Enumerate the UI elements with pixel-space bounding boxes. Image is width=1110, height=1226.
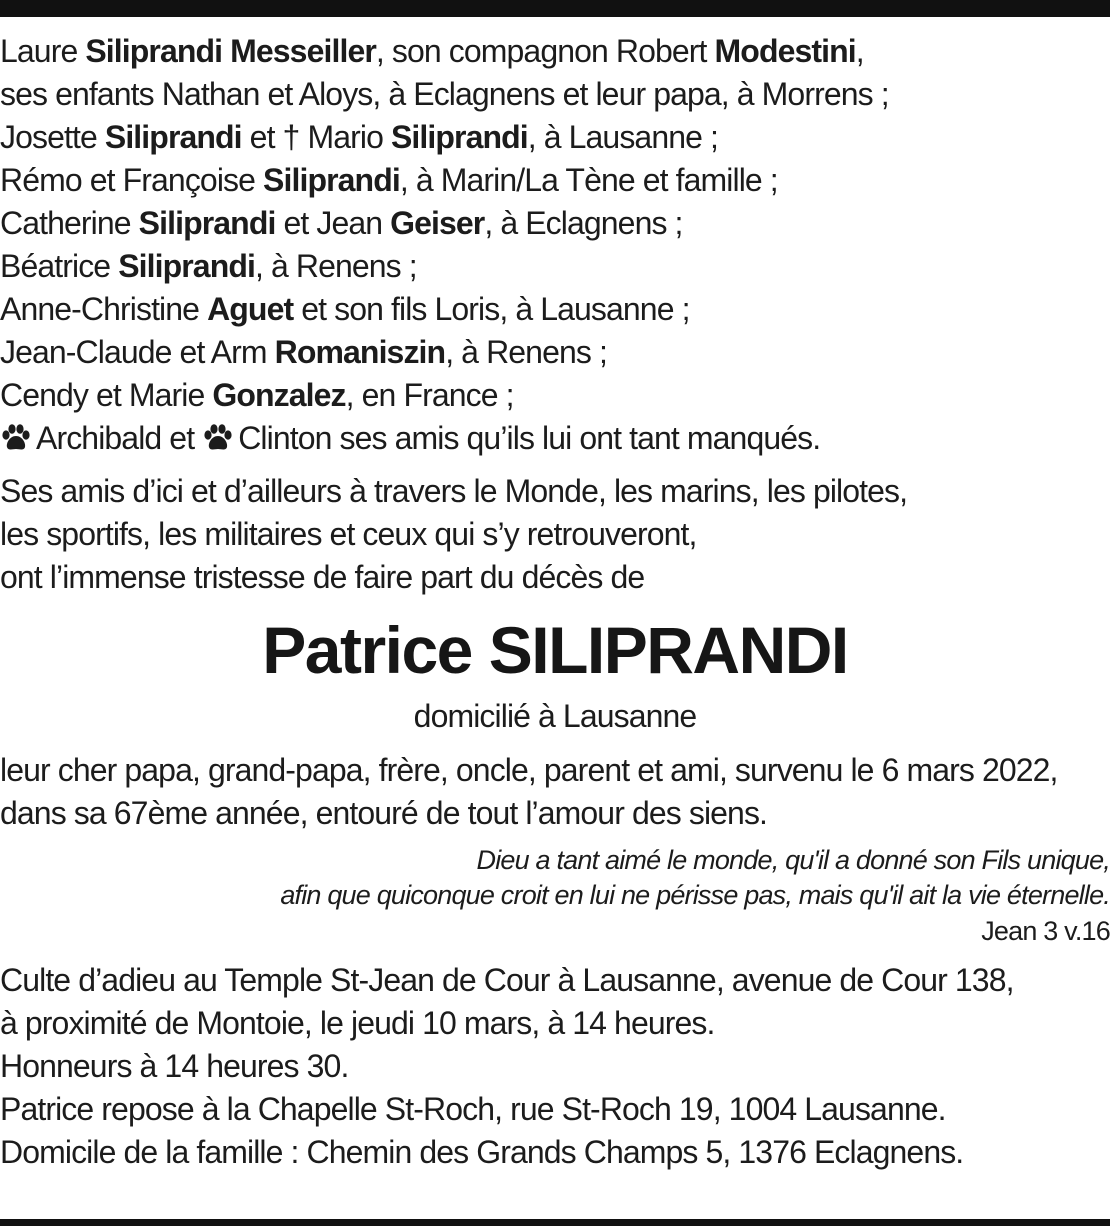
surname: Siliprandi	[263, 162, 400, 198]
pet-name-2: Clinton	[238, 420, 332, 456]
pet-connector: et	[161, 420, 203, 456]
friends-paragraph	[0, 470, 1110, 599]
arrangement-line: Honneurs à 14 heures 30.	[0, 1048, 349, 1084]
tribute-line: leur cher papa, grand-papa, frère, oncle, parent et ami, survenu le 6 mars 2022,	[0, 752, 1058, 788]
family-text: , à Marin/La Tène et famille ;	[399, 162, 778, 198]
family-text: et son fils Loris, à Lausanne ;	[293, 291, 690, 327]
friends-line: les sportifs, les militaires et ceux qui s’y retrouveront,	[0, 516, 697, 552]
family-text: Catherine	[0, 205, 139, 241]
family-text: Béatrice	[0, 248, 119, 284]
surname: Siliprandi	[138, 205, 276, 241]
family-line	[0, 202, 1110, 245]
family-text: Jean-Claude et Arm	[0, 334, 275, 370]
family-text: , à Renens ;	[255, 248, 417, 284]
deceased-residence: domicilié à Lausanne	[413, 698, 697, 734]
tribute-paragraph	[0, 749, 1110, 835]
surname: Siliprandi Messeiller	[85, 33, 376, 69]
tribute-line: dans sa 67ème année, entouré de tout l’amour des siens.	[0, 795, 768, 831]
family-line	[0, 116, 1110, 159]
arrangement-line: Culte d’adieu au Temple St-Jean de Cour à Lausanne, avenue de Cour 138,	[0, 962, 1014, 998]
family-text: Rémo et Françoise	[0, 162, 264, 198]
family-text: , à Lausanne ;	[527, 119, 718, 155]
family-text: Laure	[0, 33, 86, 69]
family-text: ,	[855, 33, 864, 69]
deceased-name: Patrice SILIPRANDI	[262, 613, 848, 687]
verse-line: afin que quiconque croit en lui ne périsse pas, mais qu'il ait la vie éternelle.	[280, 880, 1110, 910]
surname: Modestini	[714, 33, 856, 69]
verse-line: Dieu a tant aimé le monde, qu'il a donné son Fils unique,	[476, 845, 1110, 875]
family-text: ses enfants Nathan et Aloys, à Eclagnens et leur papa, à Morrens ;	[0, 76, 889, 112]
verse-reference: Jean 3 v.16	[981, 916, 1110, 946]
obituary-notice	[0, 30, 1110, 1174]
family-text: Anne-Christine	[0, 291, 208, 327]
bible-verse	[0, 843, 1110, 949]
family-text: , à Eclagnens ;	[484, 205, 683, 241]
paw-print-icon	[0, 423, 32, 453]
surname: Siliprandi	[390, 119, 528, 155]
family-text: et Jean	[275, 205, 391, 241]
family-text: et † Mario	[241, 119, 391, 155]
family-text: Cendy et Marie	[0, 377, 213, 413]
pets-text: ses amis qu’ils lui ont tant manqués.	[331, 420, 821, 456]
paw-print-icon	[202, 423, 234, 453]
bottom-border-rule	[0, 1219, 1110, 1226]
surname: Geiser	[390, 205, 485, 241]
family-line	[0, 331, 1110, 374]
arrangement-line: Patrice repose à la Chapelle St-Roch, rue St-Roch 19, 1004 Lausanne.	[0, 1091, 946, 1127]
friends-line: Ses amis d’ici et d’ailleurs à travers le Monde, les marins, les pilotes,	[0, 473, 908, 509]
family-line	[0, 159, 1110, 202]
friends-line: ont l’immense tristesse de faire part du décès de	[0, 559, 645, 595]
family-line	[0, 30, 1110, 73]
surname: Siliprandi	[118, 248, 255, 284]
top-border-rule	[0, 0, 1110, 17]
surname: Siliprandi	[104, 119, 242, 155]
family-text: , à Renens ;	[445, 334, 607, 370]
family-text: Josette	[0, 119, 105, 155]
family-list	[0, 30, 1110, 460]
family-line	[0, 374, 1110, 417]
family-line	[0, 73, 1110, 116]
pets-line	[0, 417, 1110, 460]
family-text: , en France ;	[345, 377, 514, 413]
pet-name-1: Archibald	[36, 420, 162, 456]
surname: Aguet	[207, 291, 294, 327]
family-text: , son compagnon Robert	[375, 33, 715, 69]
arrangement-line: à proximité de Montoie, le jeudi 10 mars, à 14 heures.	[0, 1005, 715, 1041]
surname: Romaniszin	[274, 334, 446, 370]
surname: Gonzalez	[212, 377, 346, 413]
family-line	[0, 245, 1110, 288]
family-line	[0, 288, 1110, 331]
arrangements-paragraph	[0, 959, 1110, 1174]
arrangement-line: Domicile de la famille : Chemin des Grands Champs 5, 1376 Eclagnens.	[0, 1134, 964, 1170]
